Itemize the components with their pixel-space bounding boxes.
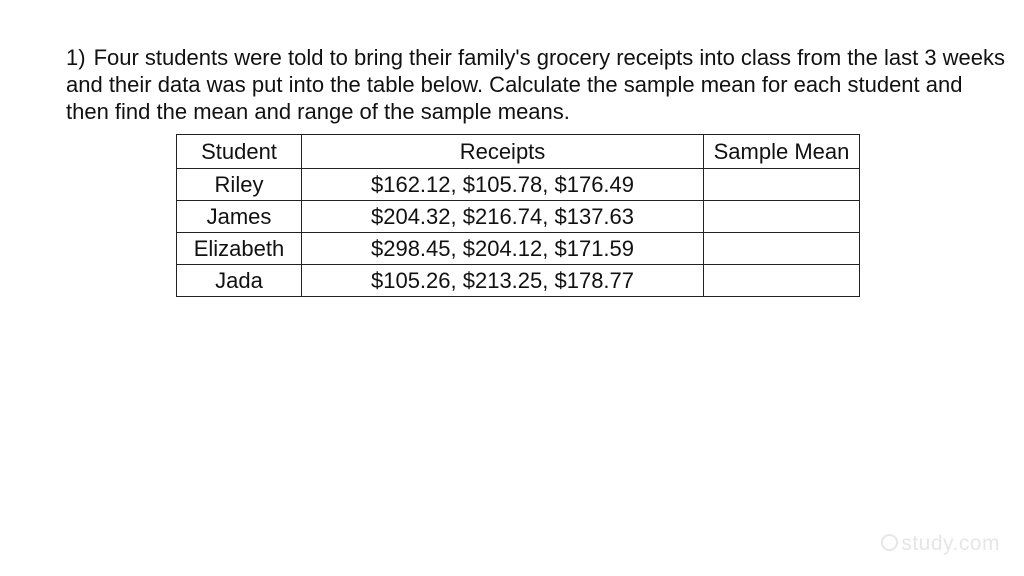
- watermark-text: study.com: [901, 532, 1000, 555]
- header-sample-mean: Sample Mean: [704, 135, 860, 169]
- receipts-cell: $162.12, $105.78, $176.49: [302, 169, 704, 201]
- sample-mean-cell: [704, 201, 860, 233]
- receipts-cell: $298.45, $204.12, $171.59: [302, 233, 704, 265]
- study-com-watermark: [881, 532, 1000, 556]
- problem-text: Four students were told to bring their family's grocery receipts into class from the last 3 weeks and their data was put into the table below. Calculate the sample mean for each student and then find the mean and range of the sample means.: [66, 45, 1006, 124]
- sample-mean-cell: [704, 265, 860, 297]
- header-student: Student: [177, 135, 302, 169]
- student-cell: Riley: [177, 169, 302, 201]
- receipts-cell: $204.32, $216.74, $137.63: [302, 201, 704, 233]
- header-receipts: Receipts: [302, 135, 704, 169]
- table-row: [177, 233, 860, 265]
- sample-mean-cell: [704, 169, 860, 201]
- student-cell: James: [177, 201, 302, 233]
- table-row: [177, 169, 860, 201]
- receipts-cell: $105.26, $213.25, $178.77: [302, 265, 704, 297]
- study-logo-icon: [881, 534, 898, 551]
- student-cell: Elizabeth: [177, 233, 302, 265]
- receipts-table: [176, 134, 860, 297]
- table-header-row: [177, 135, 860, 169]
- sample-mean-cell: [704, 233, 860, 265]
- problem-number: 1): [66, 45, 86, 70]
- table-row: [177, 265, 860, 297]
- student-cell: Jada: [177, 265, 302, 297]
- problem-statement: [66, 44, 1006, 125]
- table-row: [177, 201, 860, 233]
